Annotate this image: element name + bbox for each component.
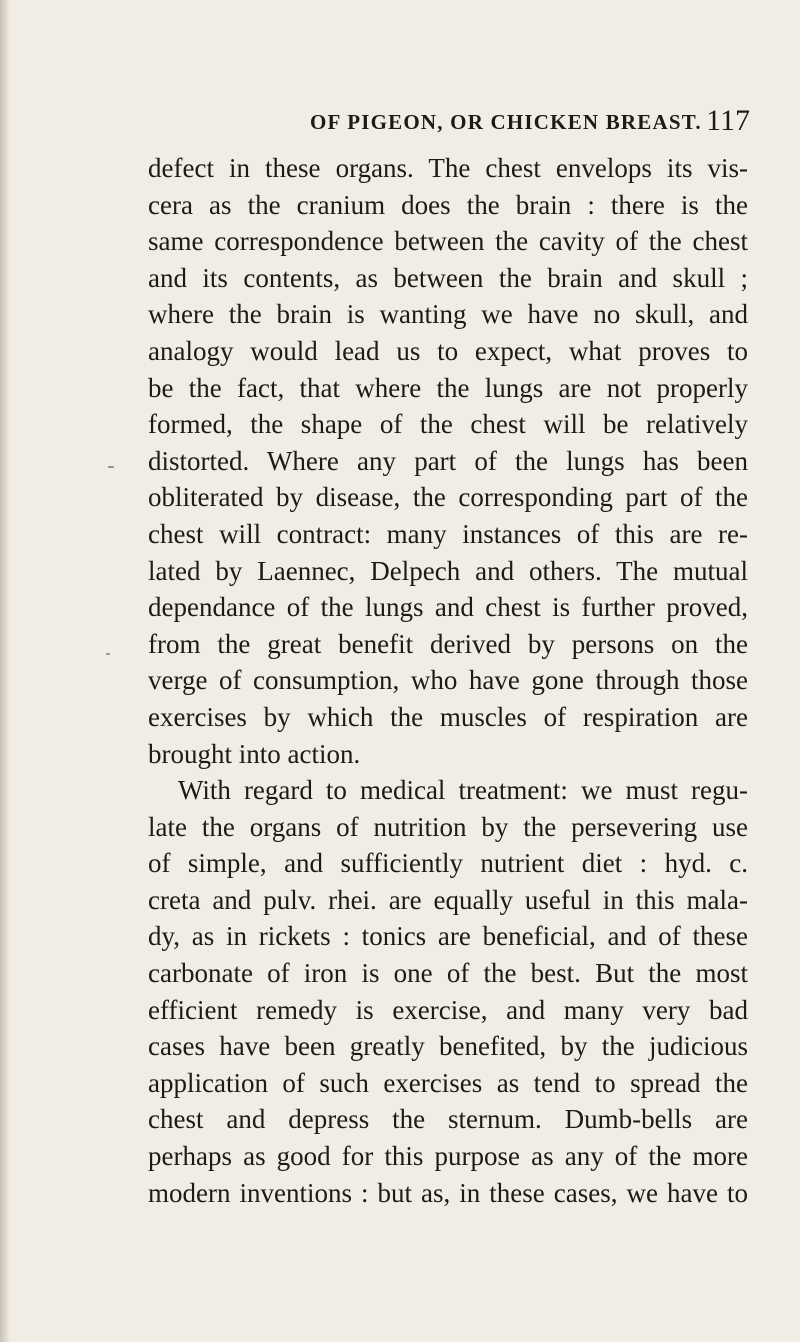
text-line: With regard to medical treatment: we must regu- — [178, 775, 748, 806]
text-line: where the brain is wanting we have no skull, and — [148, 299, 748, 330]
text-line: modern inventions : but as, in these cases, we have to — [148, 1177, 748, 1208]
text-line: be the fact, that where the lungs are not properly — [148, 372, 748, 403]
text-line: carbonate of iron is one of the best. But the most — [148, 958, 748, 989]
text-line: of simple, and sufficiently nutrient diet : hyd. c. — [148, 848, 748, 879]
text-line: from the great benefit derived by persons on the — [148, 628, 748, 659]
text-line: lated by Laennec, Delpech and others. The mutual — [148, 555, 748, 586]
text-line: efficient remedy is exercise, and many very bad — [148, 994, 748, 1025]
text-line: and its contents, as between the brain and skull ; — [148, 262, 748, 293]
page-header — [310, 104, 750, 144]
page-edge-shadow — [0, 0, 10, 1342]
text-line: exercises by which the muscles of respiration are — [148, 701, 748, 732]
text-line: perhaps as good for this purpose as any of the more — [148, 1141, 748, 1172]
text-line: same correspondence between the cavity of the chest — [148, 226, 748, 257]
text-line: defect in these organs. The chest envelops its vis- — [148, 153, 748, 183]
page-number: 117 — [706, 104, 750, 137]
text-line: brought into action. — [148, 738, 361, 769]
text-line: application of such exercises as tend to spread the — [148, 1067, 748, 1098]
ink-speck — [106, 653, 110, 655]
text-line: analogy would lead us to expect, what proves to — [148, 335, 748, 366]
text-line: formed, the shape of the chest will be relatively — [148, 409, 748, 440]
body-text — [148, 150, 748, 1211]
running-head: OF PIGEON, OR CHICKEN BREAST. — [310, 110, 702, 134]
text-line: chest will contract: many instances of this are re- — [148, 518, 748, 549]
text-line: cera as the cranium does the brain : there is the — [148, 189, 748, 220]
text-line: obliterated by disease, the corresponding part of the — [148, 482, 748, 513]
text-line: creta and pulv. rhei. are equally useful in this mala- — [148, 884, 748, 915]
text-line: dy, as in rickets : tonics are beneficial, and of these — [148, 921, 748, 952]
text-line: chest and depress the sternum. Dumb-bells are — [148, 1104, 748, 1135]
text-line: verge of consumption, who have gone through those — [148, 665, 748, 696]
text-line: late the organs of nutrition by the persevering use — [148, 811, 748, 842]
text-line: dependance of the lungs and chest is further proved, — [148, 592, 748, 623]
ink-speck — [108, 466, 114, 468]
text-line: cases have been greatly benefited, by the judicious — [148, 1031, 748, 1062]
text-line: distorted. Where any part of the lungs has been — [148, 445, 748, 476]
